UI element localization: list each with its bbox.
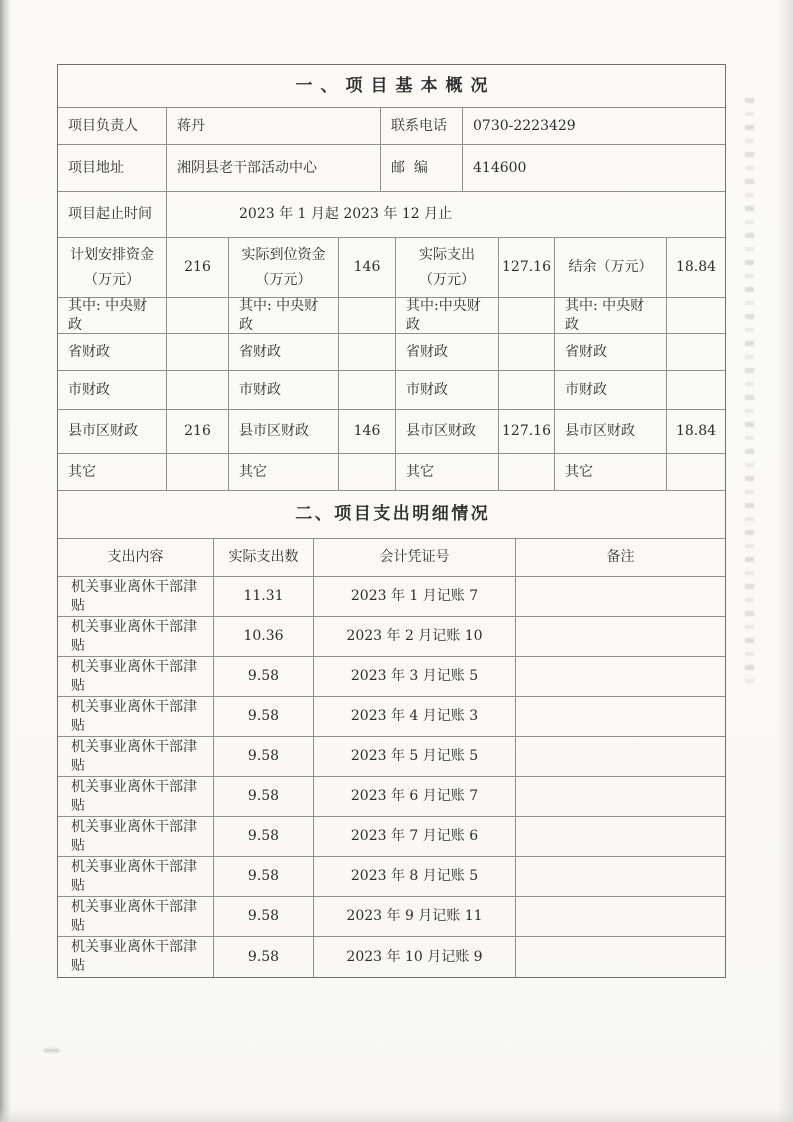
received-funds-label-line2: （万元） [255, 271, 312, 288]
breakdown-label: 县市区财政 [229, 410, 339, 453]
voucher-number-cell: 2023 年 1 月记账 7 [314, 577, 516, 616]
breakdown-value [499, 298, 555, 333]
breakdown-value [499, 454, 555, 490]
expenditure-amount-cell: 9.58 [214, 697, 314, 736]
funding-breakdown-row-provincial [58, 334, 725, 371]
expenditure-content-cell: 机关事业离休干部津贴 [58, 897, 214, 936]
breakdown-value [667, 371, 725, 409]
note-cell [516, 657, 725, 696]
actual-expenditure-label-line1: 实际支出 [419, 246, 475, 263]
expenditure-amount-cell: 9.58 [214, 657, 314, 696]
page-edge-bottom [0, 1108, 793, 1122]
breakdown-label: 市财政 [58, 371, 167, 409]
section1-title-row [58, 65, 725, 108]
breakdown-value [167, 454, 229, 490]
expenditure-row [58, 857, 725, 897]
note-cell [516, 577, 725, 616]
expenditure-row [58, 737, 725, 777]
breakdown-value [499, 371, 555, 409]
expenditure-content-cell: 机关事业离休干部津贴 [58, 857, 214, 896]
breakdown-label: 其它 [58, 454, 167, 490]
expenditure-content-cell: 机关事业离休干部津贴 [58, 697, 214, 736]
funding-breakdown-row-municipal [58, 371, 725, 410]
actual-expenditure-label [396, 238, 499, 297]
breakdown-label: 县市区财政 [555, 410, 667, 453]
expenditure-content-cell: 机关事业离休干部津贴 [58, 737, 214, 776]
col-header-voucher-number: 会计凭证号 [314, 539, 516, 576]
note-cell [516, 857, 725, 896]
expenditure-content-cell: 机关事业离休干部津贴 [58, 577, 214, 616]
voucher-number-cell: 2023 年 8 月记账 5 [314, 857, 516, 896]
received-funds-label [229, 238, 339, 297]
breakdown-value: 146 [339, 410, 396, 453]
breakdown-value [339, 454, 396, 490]
balance-label-line1: 结余（万元） [568, 259, 653, 275]
expenditure-row [58, 617, 725, 657]
funding-breakdown-row-central [58, 298, 725, 334]
note-cell [516, 777, 725, 816]
voucher-number-cell: 2023 年 3 月记账 5 [314, 657, 516, 696]
breakdown-value [167, 298, 229, 333]
project-address-label: 项目地址 [58, 145, 167, 191]
expenditure-row [58, 937, 725, 977]
expenditure-content-cell: 机关事业离休干部津贴 [58, 937, 214, 977]
breakdown-label: 省财政 [396, 334, 499, 370]
project-address-row [58, 145, 725, 192]
project-duration-row [58, 192, 725, 238]
breakdown-label: 市财政 [396, 371, 499, 409]
expenditure-content-cell: 机关事业离休干部津贴 [58, 657, 214, 696]
received-funds-label-line1: 实际到位资金 [241, 246, 326, 263]
section2-title: 二、项目支出明细情况 [295, 504, 491, 525]
expenditure-amount-cell: 9.58 [214, 817, 314, 856]
expenditure-content-cell: 机关事业离休干部津贴 [58, 617, 214, 656]
breakdown-value [167, 334, 229, 370]
breakdown-label: 市财政 [555, 371, 667, 409]
planned-funds-label-line1: 计划安排资金 [70, 246, 154, 263]
planned-funds-label [58, 238, 167, 297]
voucher-number-cell: 2023 年 6 月记账 7 [314, 777, 516, 816]
note-cell [516, 737, 725, 776]
expenditure-amount-cell: 9.58 [214, 857, 314, 896]
voucher-number-cell: 2023 年 10 月记账 9 [314, 937, 516, 977]
expenditure-amount-cell: 9.58 [214, 937, 314, 977]
breakdown-label: 省财政 [229, 334, 339, 370]
project-leader-value: 蒋丹 [167, 108, 381, 144]
expenditure-row [58, 897, 725, 937]
breakdown-value [499, 334, 555, 370]
expenditure-amount-cell: 9.58 [214, 777, 314, 816]
breakdown-value [667, 334, 725, 370]
expenditure-amount-cell: 9.58 [214, 897, 314, 936]
postal-code-value: 414600 [473, 159, 527, 176]
breakdown-label: 县市区财政 [396, 410, 499, 453]
breakdown-value: 127.16 [499, 410, 555, 453]
contact-phone-label: 联系电话 [381, 108, 463, 144]
voucher-number-cell: 2023 年 7 月记账 6 [314, 817, 516, 856]
note-cell [516, 617, 725, 656]
funding-breakdown-row-other [58, 454, 725, 491]
postal-code-label: 邮 编 [381, 145, 463, 191]
project-leader-row [58, 108, 725, 145]
expenditure-amount-cell: 10.36 [214, 617, 314, 656]
scan-bleedthrough-artifact [745, 98, 754, 683]
actual-expenditure-label-line2: （万元） [419, 271, 475, 288]
received-funds-value: 146 [339, 238, 396, 297]
breakdown-label: 其中: 中央财政 [555, 298, 667, 333]
expenditure-content-cell: 机关事业离休干部津贴 [58, 777, 214, 816]
balance-label [555, 238, 667, 297]
col-header-note: 备注 [606, 549, 635, 566]
breakdown-label: 其中: 中央财政 [229, 298, 339, 333]
project-leader-label: 项目负责人 [58, 108, 167, 144]
note-cell [516, 937, 725, 977]
note-cell [516, 897, 725, 936]
breakdown-label: 省财政 [58, 334, 167, 370]
breakdown-value [339, 334, 396, 370]
expenditure-header-row [58, 539, 725, 577]
breakdown-value [667, 298, 725, 333]
funding-summary-row [58, 238, 725, 298]
breakdown-label: 县市区财政 [58, 410, 167, 453]
project-duration-label: 项目起止时间 [58, 192, 167, 237]
expenditure-row [58, 577, 725, 617]
breakdown-label: 市财政 [229, 371, 339, 409]
voucher-number-cell: 2023 年 4 月记账 3 [314, 697, 516, 736]
planned-funds-value: 216 [167, 238, 229, 297]
breakdown-value: 216 [167, 410, 229, 453]
note-cell [516, 697, 725, 736]
breakdown-label: 其中:中央财政 [396, 298, 499, 333]
page-edge-right [777, 0, 793, 1122]
breakdown-value [667, 454, 725, 490]
project-duration-value: 2023 年 1 月起 2023 年 12 月止 [239, 206, 453, 223]
project-address-value: 湘阴县老干部活动中心 [167, 145, 381, 191]
breakdown-value [167, 371, 229, 409]
expenditure-content-cell: 机关事业离休干部津贴 [58, 817, 214, 856]
breakdown-label: 其它 [229, 454, 339, 490]
project-report-form [57, 64, 726, 978]
breakdown-label: 其中: 中央财政 [58, 298, 167, 333]
voucher-number-cell: 2023 年 5 月记账 5 [314, 737, 516, 776]
col-header-actual-amount: 实际支出数 [214, 539, 314, 576]
voucher-number-cell: 2023 年 2 月记账 10 [314, 617, 516, 656]
expenditure-row [58, 777, 725, 817]
breakdown-label: 其它 [555, 454, 667, 490]
section2-title-row [58, 491, 725, 539]
breakdown-value: 18.84 [675, 423, 717, 440]
actual-expenditure-value: 127.16 [499, 238, 555, 297]
scan-smudge-artifact [44, 1049, 59, 1052]
breakdown-value [339, 371, 396, 409]
planned-funds-label-line2: （万元） [84, 271, 140, 288]
voucher-number-cell: 2023 年 9 月记账 11 [314, 897, 516, 936]
expenditure-row [58, 657, 725, 697]
expenditure-row [58, 817, 725, 857]
balance-value: 18.84 [675, 259, 717, 276]
contact-phone-value: 0730-2223429 [473, 117, 576, 134]
page-edge-left [0, 0, 11, 1122]
breakdown-label: 其它 [396, 454, 499, 490]
expenditure-amount-cell: 9.58 [214, 737, 314, 776]
breakdown-value [339, 298, 396, 333]
expenditure-row [58, 697, 725, 737]
funding-breakdown-row-county [58, 410, 725, 454]
col-header-expenditure-content: 支出内容 [58, 539, 214, 576]
note-cell [516, 817, 725, 856]
expenditure-amount-cell: 11.31 [214, 577, 314, 616]
breakdown-label: 省财政 [555, 334, 667, 370]
section1-title: 一、项目基本概况 [295, 75, 496, 96]
